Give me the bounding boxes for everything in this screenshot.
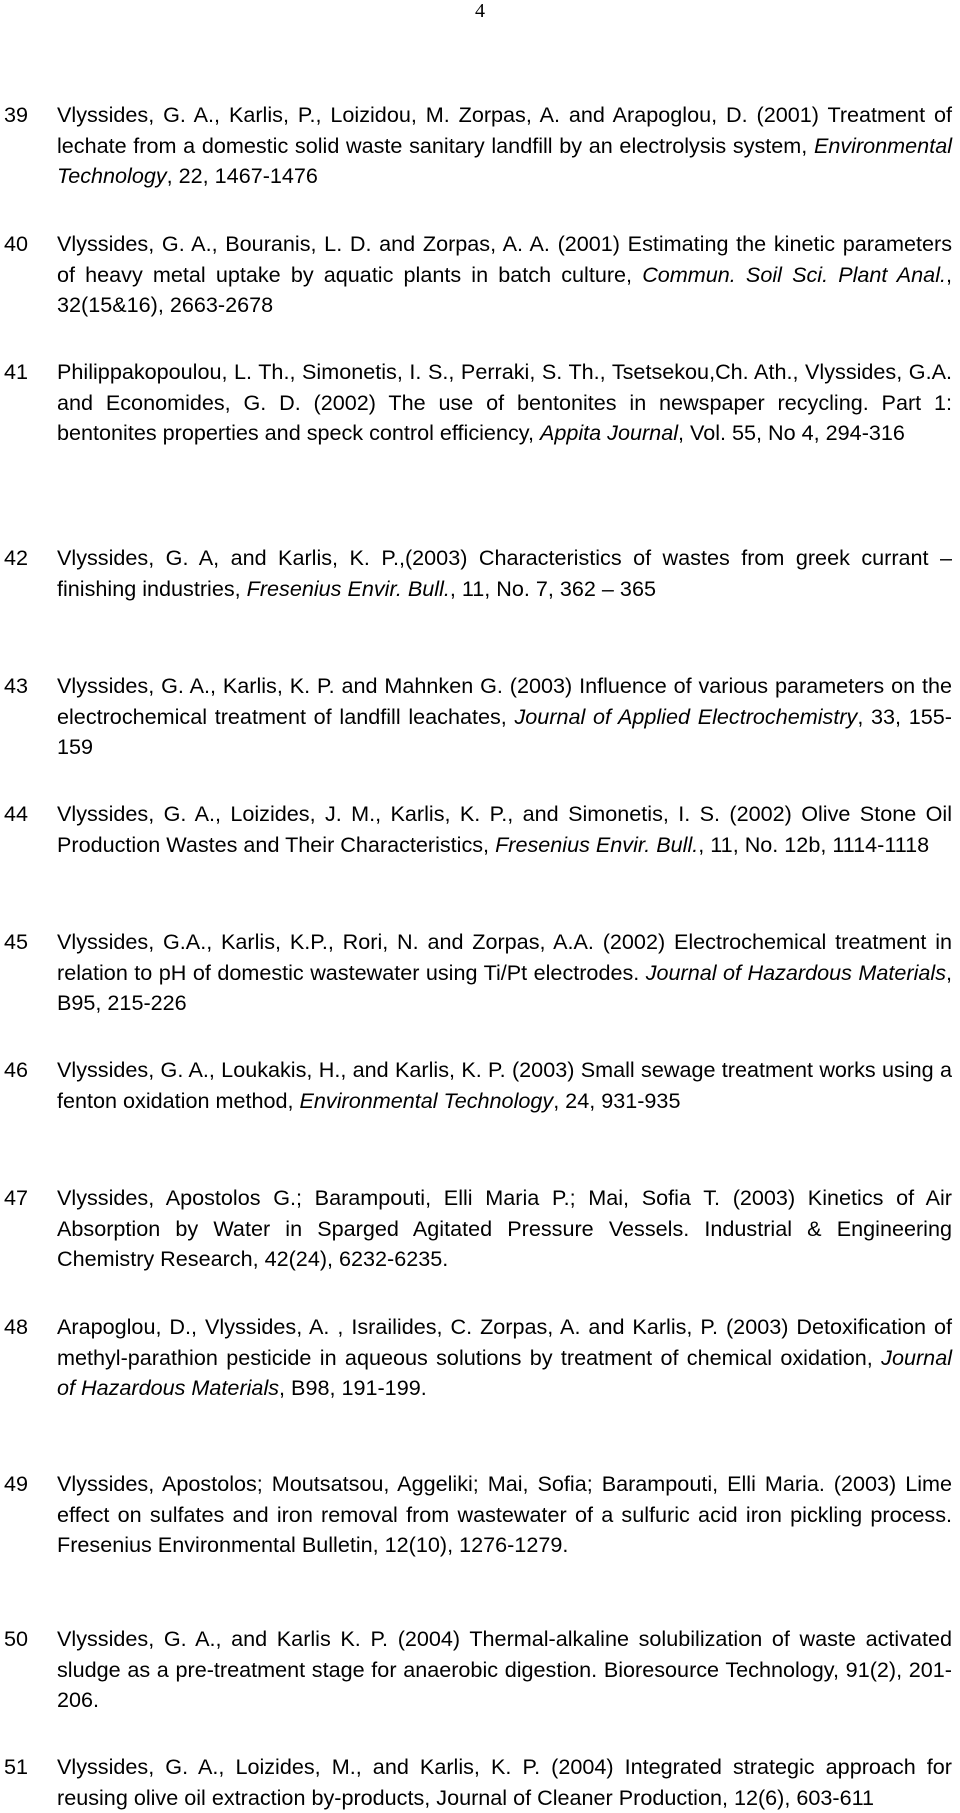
reference-text-segment: , 33, 155-159	[57, 703, 952, 759]
reference-text	[57, 1183, 952, 1275]
reference-text-segment: Arapoglou, D., Vlyssides, A. , Israilides, C. Zorpas, A. and Karlis, P. (2003) Detoxification of methyl-parathion pesticide in aqueous solutions by treatment of chemical oxidation,	[57, 1314, 952, 1370]
reference-source-italic: Fresenius Envir. Bull.	[495, 831, 699, 857]
reference-text	[57, 1624, 952, 1716]
reference-number: 48	[4, 1314, 29, 1339]
reference-text-segment: , 24, 931-935	[553, 1087, 681, 1113]
reference-number: 42	[4, 545, 29, 570]
reference-source-italic: Journal of Applied Electrochemistry	[514, 703, 858, 729]
reference-text	[57, 927, 952, 1019]
reference-text-segment: Vlyssides, G. A., and Karlis K. P. (2004) Thermal-alkaline solubilization of waste activated sludge as a pre-treatment stage for anaerobic digestion. Bioresource Technology, 91(2), 201-206.	[57, 1626, 952, 1712]
reference-source-italic: Commun. Soil Sci. Plant Anal.	[642, 261, 946, 287]
reference-number: 44	[4, 801, 29, 826]
reference-source-italic: Journal of Hazardous Materials	[645, 959, 946, 985]
reference-text-segment: Vlyssides, G. A., Bouranis, L. D. and Zorpas, A. A. (2001) Estimating the kinetic parameters of heavy metal uptake by aquatic plants in batch culture,	[57, 231, 952, 287]
reference-text-segment: , 32(15&16), 2663-2678	[57, 261, 952, 317]
reference-number: 39	[4, 102, 29, 127]
reference-text-segment: , 22, 1467-1476	[166, 163, 318, 188]
reference-source-italic: Fresenius Envir. Bull.	[246, 575, 450, 601]
reference-text	[57, 1469, 952, 1561]
reference-text-segment: , Vol. 55, No 4, 294-316	[678, 420, 905, 445]
reference-text-segment: , 11, No. 12b, 1114-1118	[698, 831, 930, 857]
reference-text	[57, 543, 952, 604]
reference-text	[57, 100, 952, 192]
reference-text-segment: Philippakopoulou, L. Th., Simonetis, I. S., Perraki, S. Th., Tsetsekou,Ch. Ath., Vlyssides, G.A. and Economides, G. D. (2002) The use of bentonites in newspaper recycling. Part 1: bentonites properties and speck control efficiency,	[57, 359, 952, 445]
reference-text-segment: Vlyssides, G. A, and Karlis, K. P.,(2003) Characteristics of wastes from greek currant – finishing industries,	[57, 545, 952, 601]
reference-text-segment: Vlyssides, G. A., Loizides, M., and Karlis, K. P. (2004) Integrated strategic approach for reusing olive oil extraction by-products, Journal of Cleaner Production, 12(6), 603-611	[57, 1754, 952, 1810]
reference-text	[57, 671, 952, 763]
reference-number: 41	[4, 359, 29, 384]
reference-text-segment: Vlyssides, Apostolos; Moutsatsou, Aggeliki; Mai, Sofia; Barampouti, Elli Maria. (2003) Lime effect on sulfates and iron removal from wastewater of a sulfuric acid iron pickling process. Fresenius Environmental Bulletin, 12(10), 1276-1279.	[57, 1471, 952, 1557]
reference-text-segment: , B95, 215-226	[57, 959, 952, 1015]
reference-source-italic: Journal of Hazardous Materials	[57, 1344, 952, 1400]
reference-text	[57, 229, 952, 321]
reference-source-italic: Environmental Technology	[299, 1087, 554, 1113]
reference-text	[57, 357, 952, 449]
reference-text-segment: , B98, 191-199.	[279, 1375, 427, 1400]
reference-text-segment: Vlyssides, G. A., Loizides, J. M., Karlis, K. P., and Simonetis, I. S. (2002) Olive Stone Oil Production Wastes and Their Characteristics,	[57, 801, 952, 857]
reference-text	[57, 799, 952, 860]
reference-number: 50	[4, 1626, 29, 1651]
reference-number: 40	[4, 231, 29, 256]
reference-text-segment: Vlyssides, Apostolos G.; Barampouti, Elli Maria P.; Mai, Sofia T. (2003) Kinetics of Air Absorption by Water in Sparged Agitated Pressure Vessels. Industrial & Engineering Chemistry Research, 42(24), 6232-6235.	[57, 1185, 952, 1271]
reference-source-italic: Appita Journal	[539, 420, 679, 445]
reference-text-segment: Vlyssides, G.A., Karlis, K.P., Rori, N. and Zorpas, A.A. (2002) Electrochemical treatment in relation to pH of domestic wastewater using Ti/Pt electrodes.	[57, 929, 952, 985]
reference-number: 47	[4, 1185, 29, 1210]
reference-text-segment: Vlyssides, G. A., Karlis, P., Loizidou, M. Zorpas, A. and Arapoglou, D. (2001) Treatment of lechate from a domestic solid waste sanitary landfill by an electrolysis system,	[57, 102, 952, 158]
reference-text-segment: Vlyssides, G. A., Karlis, K. P. and Mahnken G. (2003) Influence of various parameters on the electrochemical treatment of landfill leachates,	[57, 673, 952, 729]
reference-number: 49	[4, 1471, 29, 1496]
reference-text	[57, 1752, 952, 1813]
reference-text	[57, 1312, 952, 1404]
reference-number: 51	[4, 1754, 29, 1779]
reference-number: 45	[4, 929, 29, 954]
reference-text	[57, 1055, 952, 1116]
page-number: 4	[475, 0, 485, 22]
reference-number: 43	[4, 673, 29, 698]
reference-source-italic: Environmental Technology	[57, 132, 952, 188]
reference-text-segment: , 11, No. 7, 362 – 365	[449, 575, 656, 601]
reference-text-segment: Vlyssides, G. A., Loukakis, H., and Karlis, K. P. (2003) Small sewage treatment works using a fenton oxidation method,	[57, 1057, 952, 1113]
reference-number: 46	[4, 1057, 29, 1082]
